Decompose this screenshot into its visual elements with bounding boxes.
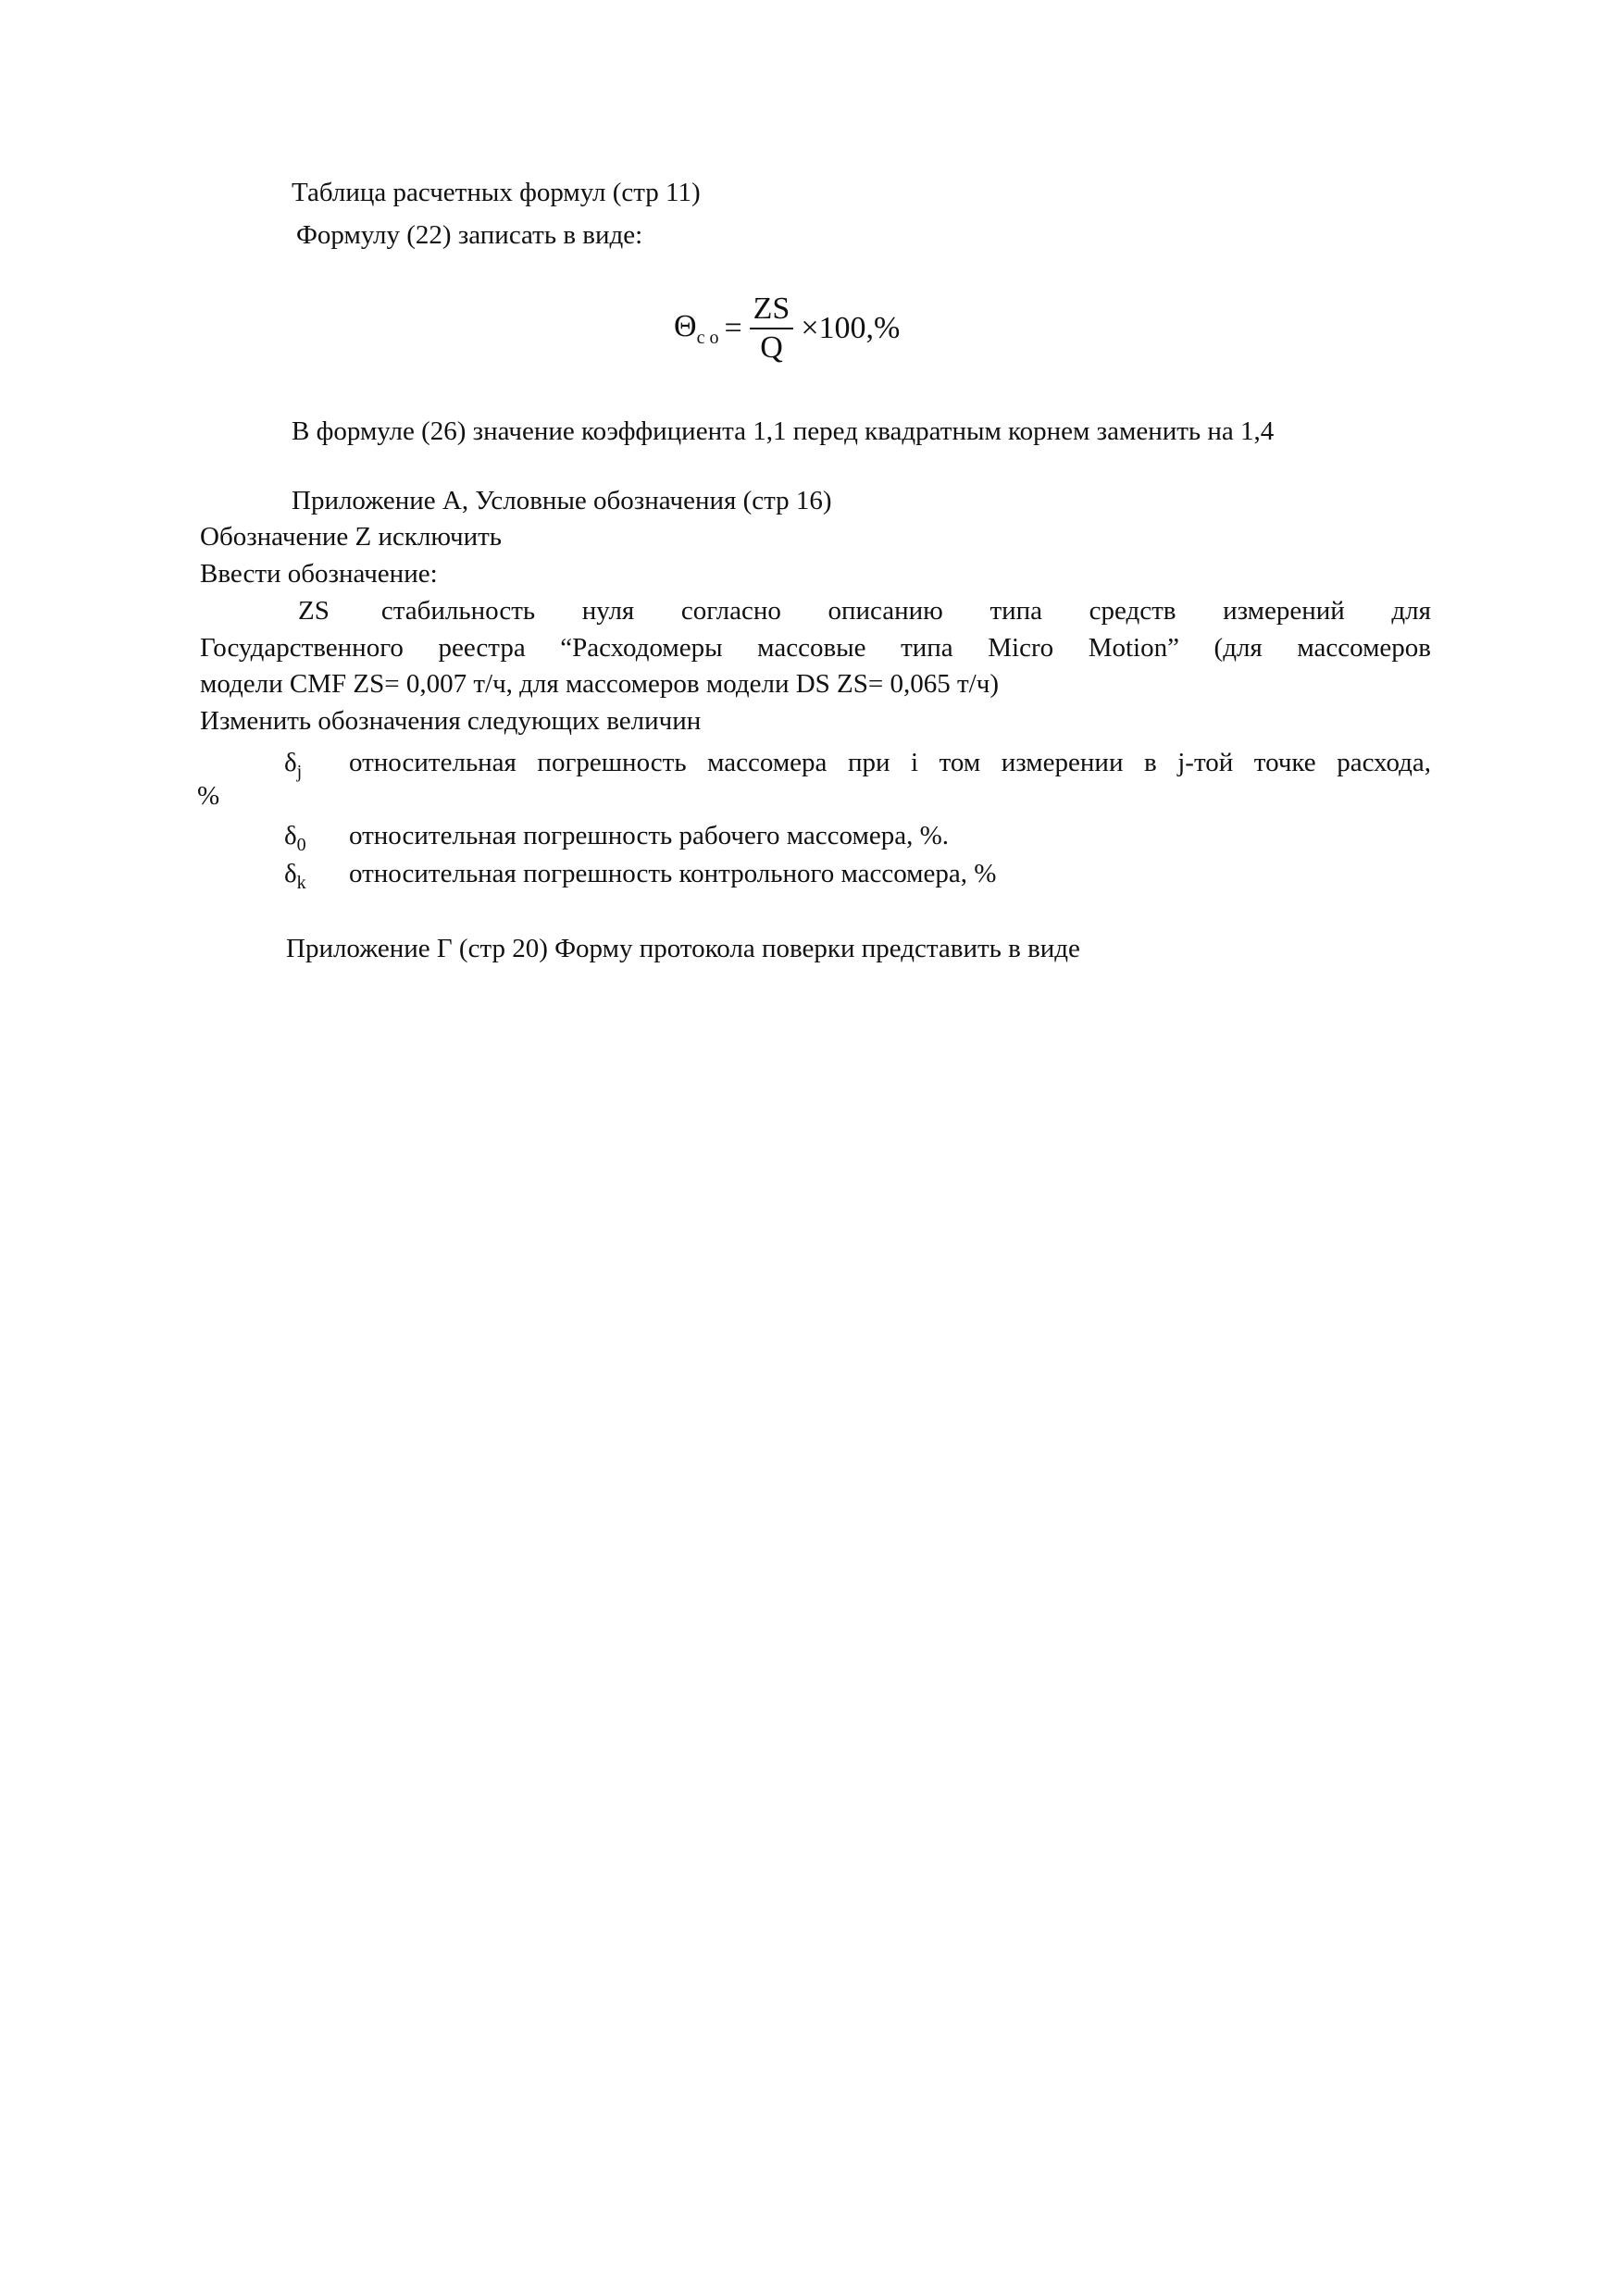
formula-lhs: $\Theta_{c o}$ <box>674 308 719 348</box>
formula-denominator: Q <box>760 330 783 365</box>
formula-eq: = <box>724 311 742 345</box>
delta-j-line: $\delta_j$ относительная погрешность массомера при i том измерении в j-той точке расхода, <box>284 748 1431 782</box>
zs-line-1: ZS стабильность нуля согласно описанию типа средств измерений для <box>298 596 1431 626</box>
title-line: Таблица расчетных формул (стр 11) <box>292 178 701 207</box>
change-notation: Изменить обозначения следующих величин <box>200 706 702 736</box>
delta-k-line: $\delta_k$ относительная погрешность контрольного массомера, % <box>284 859 997 893</box>
appendix-a-heading: Приложение А, Условные обозначения (стр 16) <box>292 486 832 515</box>
exclude-z: Обозначение Z исключить <box>200 522 502 552</box>
formula-fraction <box>750 291 794 366</box>
delta-j-continuation: % <box>197 781 220 811</box>
coef-change: В формуле (26) значение коэффициента 1,1 перед квадратным корнем заменить на 1,4 <box>292 416 1275 446</box>
appendix-g-line: Приложение Г (стр 20) Форму протокола поверки представить в виде <box>286 934 1080 963</box>
delta-0-line: $\delta_0$ относительная погрешность рабочего массомера, %. <box>284 821 949 855</box>
formula <box>674 278 900 379</box>
introduce-notation: Ввести обозначение: <box>200 559 438 589</box>
formula-rhs: ×100,% <box>801 311 901 345</box>
zs-line-2: Государственного реестра “Расходомеры массовые типа Micro Motion” (для массомеров <box>200 633 1431 663</box>
formula-numerator: ZS <box>750 291 794 329</box>
formula-intro: Формулу (22) записать в виде: <box>296 220 643 250</box>
zs-line-3: модели CMF ZS= 0,007 т/ч, для массомеров модели DS ZS= 0,065 т/ч) <box>200 669 999 699</box>
